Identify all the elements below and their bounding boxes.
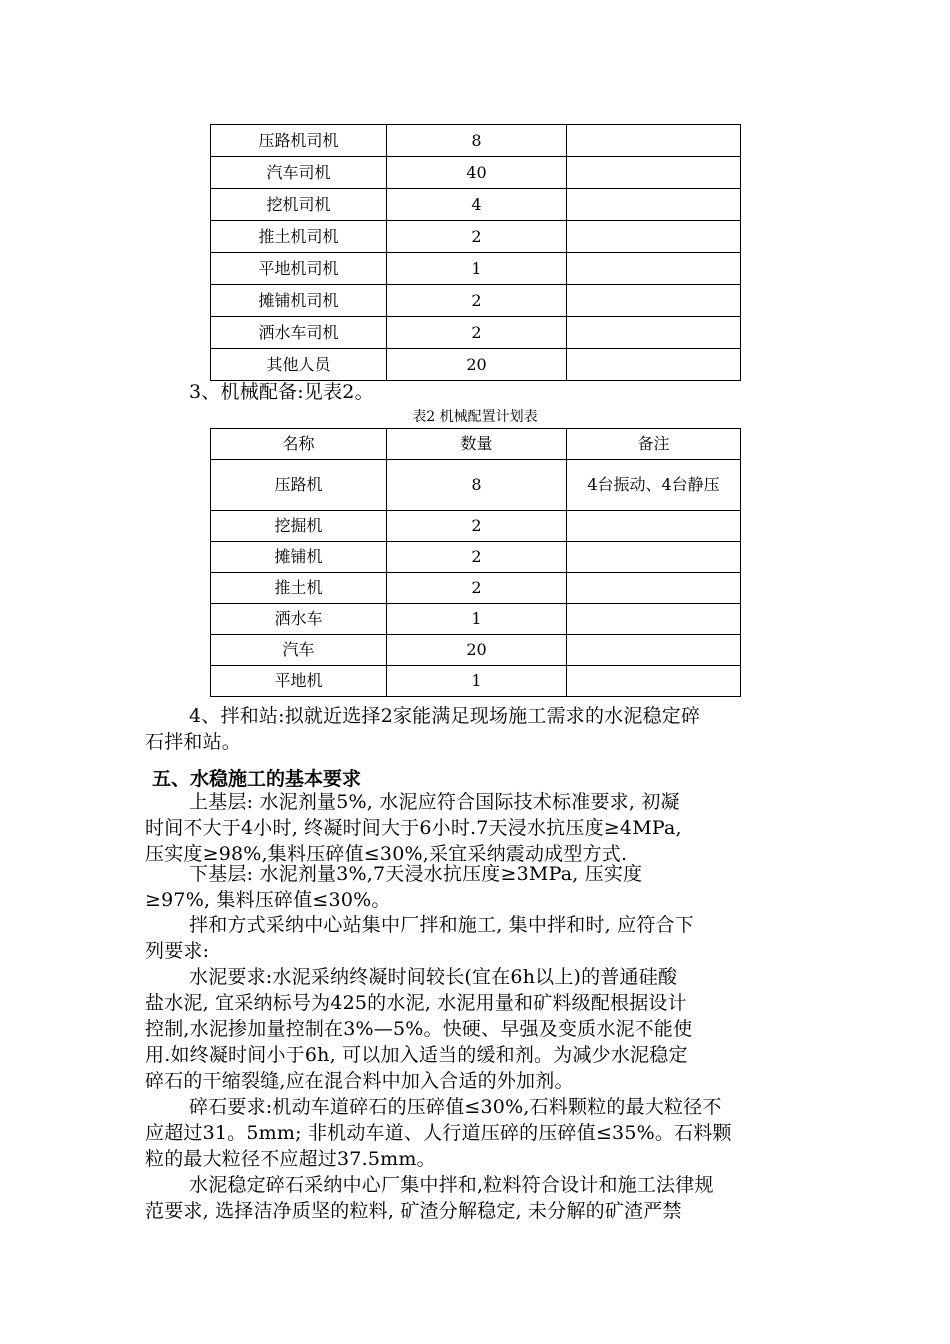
table-cell: 20 <box>387 635 567 666</box>
table-cell <box>567 604 741 635</box>
table-cell: 摊铺机 <box>211 542 387 573</box>
paragraph-line: 上基层: 水泥剂量5%, 水泥应符合国际技术标准要求, 初凝 <box>189 791 680 813</box>
paragraph-line: 下基层: 水泥剂量3%,7天浸水抗压度≥3MPa, 压实度 <box>189 863 643 885</box>
table-caption: 表2 机械配置计划表 <box>412 409 538 425</box>
table-cell: 8 <box>387 460 567 511</box>
header-cell-name: 名称 <box>211 429 387 460</box>
table-cell: 40 <box>387 157 567 189</box>
table-row <box>211 285 741 317</box>
table-cell <box>567 125 741 157</box>
table-cell: 其他人员 <box>211 349 387 381</box>
table-cell: 2 <box>387 511 567 542</box>
paragraph-line: 拌和方式采纳中心站集中厂拌和施工, 集中拌和时, 应符合下 <box>189 914 694 936</box>
table-cell <box>567 349 741 381</box>
table-cell: 2 <box>387 285 567 317</box>
table-cell <box>567 573 741 604</box>
table-cell: 1 <box>387 604 567 635</box>
table-row <box>211 460 741 511</box>
header-cell-note: 备注 <box>567 429 741 460</box>
table-cell: 挖掘机 <box>211 511 387 542</box>
table-cell: 平地机 <box>211 666 387 697</box>
paragraph-line: 盐水泥, 宜采纳标号为425的水泥, 水泥用量和矿料级配根据设计 <box>145 992 687 1014</box>
table-cell: 2 <box>387 573 567 604</box>
table-cell: 平地机司机 <box>211 253 387 285</box>
table-row <box>211 635 741 666</box>
table-cell <box>567 253 741 285</box>
paragraph-line: 列要求: <box>145 940 210 962</box>
table-cell: 推土机 <box>211 573 387 604</box>
table-row <box>211 666 741 697</box>
table-cell: 汽车 <box>211 635 387 666</box>
table-cell <box>567 635 741 666</box>
table-cell: 2 <box>387 221 567 253</box>
table-row <box>211 573 741 604</box>
paragraph-line: 水泥要求:水泥采纳终凝时间较长(宜在6h以上)的普通硅酸 <box>189 966 678 988</box>
table-cell <box>567 666 741 697</box>
table-row <box>211 253 741 285</box>
table-cell <box>567 542 741 573</box>
table-cell: 推土机司机 <box>211 221 387 253</box>
table-row <box>211 189 741 221</box>
table-cell: 挖机司机 <box>211 189 387 221</box>
table-cell: 4 <box>387 189 567 221</box>
table-cell: 20 <box>387 349 567 381</box>
table-row <box>211 511 741 542</box>
table-cell: 2 <box>387 317 567 349</box>
machinery-table <box>210 428 741 697</box>
paragraph-line: 应超过31。5mm; 非机动车道、人行道压碎的压碎值≤35%。石料颗 <box>145 1122 732 1144</box>
paragraph-line: 4、拌和站:拟就近选择2家能满足现场施工需求的水泥稳定碎 <box>189 705 701 727</box>
table-row <box>211 349 741 381</box>
table-cell <box>567 317 741 349</box>
table-cell: 压路机司机 <box>211 125 387 157</box>
table-row <box>211 542 741 573</box>
table-cell: 洒水车 <box>211 604 387 635</box>
paragraph-line: 时间不大于4小时, 终凝时间大于6小时.7天浸水抗压度≥4MPa, <box>145 817 682 839</box>
table-row <box>211 221 741 253</box>
paragraph-line: 控制,水泥掺加量控制在3%—5%。快硬、早强及变质水泥不能使 <box>145 1018 693 1040</box>
paragraph-line: 用.如终凝时间小于6h, 可以加入适当的缓和剂。为减少水泥稳定 <box>145 1044 688 1066</box>
paragraph-line: 压实度≥98%,集料压碎值≤30%,采宜采纳震动成型方式. <box>145 843 628 865</box>
paragraph-line: 石拌和站。 <box>145 731 242 753</box>
table-cell <box>567 221 741 253</box>
table-row <box>211 317 741 349</box>
table-cell: 汽车司机 <box>211 157 387 189</box>
paragraph-line: 碎石要求:机动车道碎石的压碎值≤30%,石料颗粒的最大粒径不 <box>189 1096 722 1118</box>
table-row <box>211 604 741 635</box>
table-cell: 1 <box>387 253 567 285</box>
paragraph-line: 碎石的干缩裂缝,应在混合料中加入合适的外加剂。 <box>145 1070 574 1092</box>
table-cell: 1 <box>387 666 567 697</box>
table-cell: 4台振动、4台静压 <box>567 460 741 511</box>
section-heading: 五、水稳施工的基本要求 <box>152 768 362 790</box>
paragraph-line: 水泥稳定碎石采纳中心厂集中拌和,粒料符合设计和施工法律规 <box>189 1174 714 1196</box>
staffing-table <box>210 124 741 381</box>
table-cell: 2 <box>387 542 567 573</box>
paragraph-line: ≥97%, 集料压碎值≤30%。 <box>145 889 391 911</box>
table-cell: 压路机 <box>211 460 387 511</box>
table-row <box>211 157 741 189</box>
table-cell <box>567 511 741 542</box>
table-cell: 洒水车司机 <box>211 317 387 349</box>
table-header-row <box>211 429 741 460</box>
table-cell <box>567 189 741 221</box>
table-cell: 摊铺机司机 <box>211 285 387 317</box>
paragraph-line: 粒的最大粒径不应超过37.5mm。 <box>145 1148 436 1170</box>
item-3-text: 3、机械配备:见表2。 <box>189 381 374 403</box>
table-row <box>211 125 741 157</box>
table-cell <box>567 157 741 189</box>
table-cell <box>567 285 741 317</box>
table-cell: 8 <box>387 125 567 157</box>
paragraph-line: 范要求, 选择洁净质坚的粒料, 矿渣分解稳定, 未分解的矿渣严禁 <box>145 1200 682 1222</box>
header-cell-qty: 数量 <box>387 429 567 460</box>
